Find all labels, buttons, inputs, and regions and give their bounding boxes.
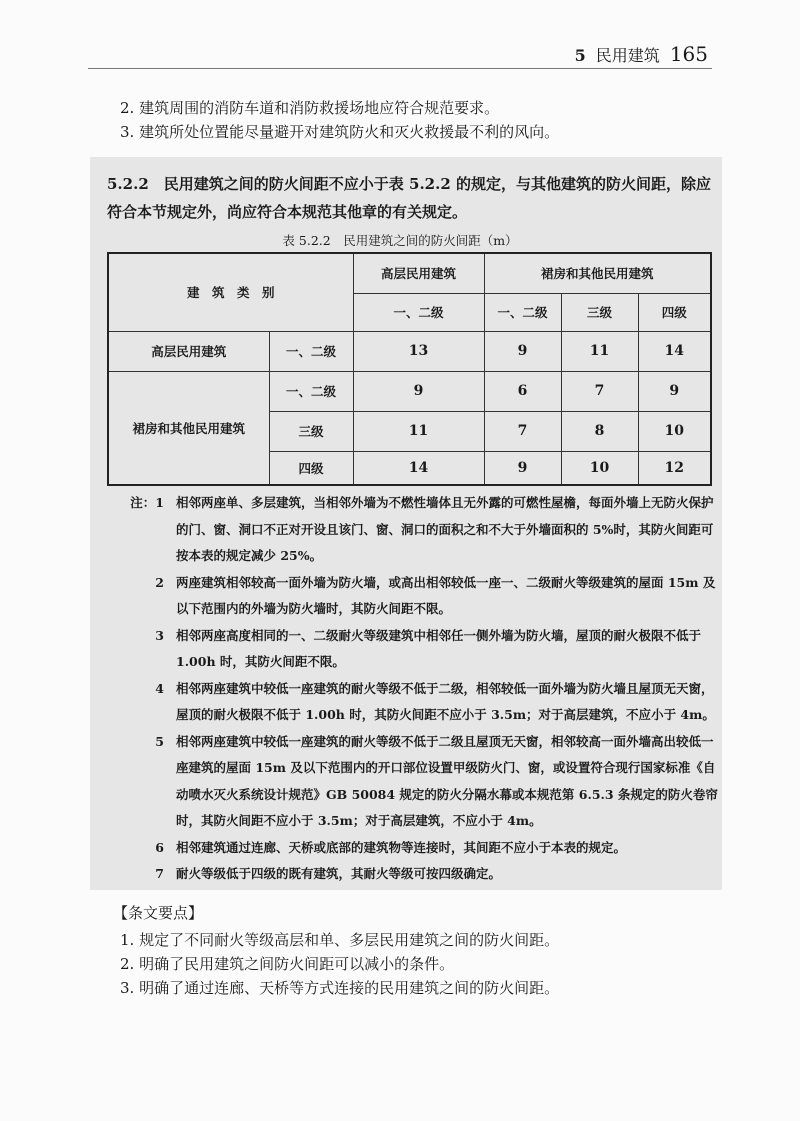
header-category: 建 筑 类 别 — [108, 253, 353, 331]
cell: 7 — [561, 371, 638, 411]
list-item: 3. 明确了通过连廊、天桥等方式连接的民用建筑之间的防火间距。 — [120, 979, 560, 997]
cell: 11 — [353, 411, 484, 451]
row-grade: 一、二级 — [269, 371, 353, 411]
header-grade: 一、二级 — [484, 293, 561, 331]
note-number: 2 — [155, 574, 164, 590]
clause — [107, 170, 712, 226]
clause-text: 民用建筑之间的防火间距不应小于表 5.2.2 的规定，与其他建筑的防火间距，除应符合本节规定外，尚应符合本规范其他章的有关规定。 — [107, 175, 711, 221]
cell: 7 — [484, 411, 561, 451]
note-item — [130, 835, 720, 862]
note-text: 相邻建筑通过连廊、天桥或底部的建筑物等连接时，其间距不应小于本表的规定。 — [176, 839, 627, 855]
note-item — [130, 676, 720, 729]
list-item: 1. 规定了不同耐火等级高层和单、多层民用建筑之间的防火间距。 — [120, 931, 560, 949]
chapter-title: 民用建筑 — [595, 46, 660, 65]
cell: 9 — [353, 371, 484, 411]
note-number: 5 — [155, 733, 164, 749]
note-text: 相邻两座高度相同的一、二级耐火等级建筑中相邻任一侧外墙为防火墙，屋顶的耐火极限不低于 1.00h 时，其防火间距不限。 — [176, 627, 702, 669]
list-item: 2. 建筑周围的消防车道和消防救援场地应符合规范要求。 — [120, 99, 500, 117]
cell: 13 — [353, 331, 484, 371]
row-category: 高层民用建筑 — [108, 331, 269, 371]
header-podium: 裙房和其他民用建筑 — [484, 253, 711, 293]
clause-number: 5.2.2 — [107, 175, 149, 193]
key-points-list — [120, 928, 559, 1000]
note-text: 相邻两座单、多层建筑，当相邻外墙为不燃性墙体且无外露的可燃性屋檐，每面外墙上无防火保护的门、窗、洞口不正对开设且该门、窗、洞口的面积之和不大于外墙面积的 5%时，其防火间距可按本表的规定减少 25%。 — [176, 495, 714, 563]
note-item — [130, 861, 720, 888]
header-high-rise: 高层民用建筑 — [353, 253, 484, 293]
cell: 10 — [561, 451, 638, 485]
cell: 9 — [484, 451, 561, 485]
note-text: 两座建筑相邻较高一面外墙为防火墙，或高出相邻较低一座一、二级耐火等级建筑的屋面 15m 及以下范围内的外墙为防火墙时，其防火间距不限。 — [176, 574, 716, 616]
cell: 14 — [638, 331, 711, 371]
note-text: 耐火等级低于四级的既有建筑，其耐火等级可按四级确定。 — [176, 866, 502, 881]
row-grade: 一、二级 — [269, 331, 353, 371]
cell: 6 — [484, 371, 561, 411]
table-caption: 表 5.2.2 民用建筑之间的防火间距（m） — [282, 233, 518, 248]
table-row — [108, 331, 711, 371]
table-row — [108, 371, 711, 411]
header-grade: 一、二级 — [353, 293, 484, 331]
cell: 10 — [638, 411, 711, 451]
note-item — [130, 623, 720, 676]
table-notes — [130, 490, 720, 888]
note-number: 1 — [155, 495, 164, 510]
running-header — [575, 42, 708, 66]
header-grade: 三级 — [561, 293, 638, 331]
notes-label: 注： — [130, 495, 156, 510]
intro-list — [120, 96, 559, 144]
note-item — [130, 490, 720, 570]
cell: 8 — [561, 411, 638, 451]
note-item — [130, 570, 720, 623]
note-text: 相邻两座建筑中较低一座建筑的耐火等级不低于二级，相邻较低一面外墙为防火墙且屋顶无天窗，屋顶的耐火极限不低于 1.00h 时，其防火间距不应小于 3.5m；对于高层建筑，不应小于 4m。 — [176, 680, 715, 722]
fire-distance-table — [107, 252, 712, 486]
cell: 12 — [638, 451, 711, 485]
note-number: 4 — [155, 680, 164, 696]
header-grade: 四级 — [638, 293, 711, 331]
cell: 11 — [561, 331, 638, 371]
note-item — [130, 729, 720, 835]
note-number: 6 — [155, 839, 164, 855]
chapter-number: 5 — [574, 46, 586, 65]
header-rule — [88, 68, 712, 69]
row-grade: 四级 — [269, 451, 353, 485]
key-points-heading: 【条文要点】 — [113, 904, 204, 922]
list-item: 2. 明确了民用建筑之间防火间距可以减小的条件。 — [120, 955, 455, 973]
note-number: 7 — [155, 866, 164, 881]
page-number: 165 — [669, 42, 708, 66]
cell: 9 — [484, 331, 561, 371]
cell: 9 — [638, 371, 711, 411]
note-text: 相邻两座建筑中较低一座建筑的耐火等级不低于二级且屋顶无天窗，相邻较高一面外墙高出较低一座建筑的屋面 15m 及以下范围内的开口部位设置甲级防火门、窗，或设置符合现行国家标准《自动喷水灭火系统设计规范》GB 50084 规定的防火分隔水幕或本规范第 6.5.3 条规定的防火卷帘时，其防火间距不应小于 3.5m；对于高层建筑，不应小于 4m。 — [176, 733, 718, 828]
row-grade: 三级 — [269, 411, 353, 451]
cell: 14 — [353, 451, 484, 485]
list-item: 3. 建筑所处位置能尽量避开对建筑防火和灭火救援最不利的风向。 — [120, 123, 560, 141]
note-number: 3 — [155, 627, 164, 643]
row-category: 裙房和其他民用建筑 — [108, 371, 269, 485]
